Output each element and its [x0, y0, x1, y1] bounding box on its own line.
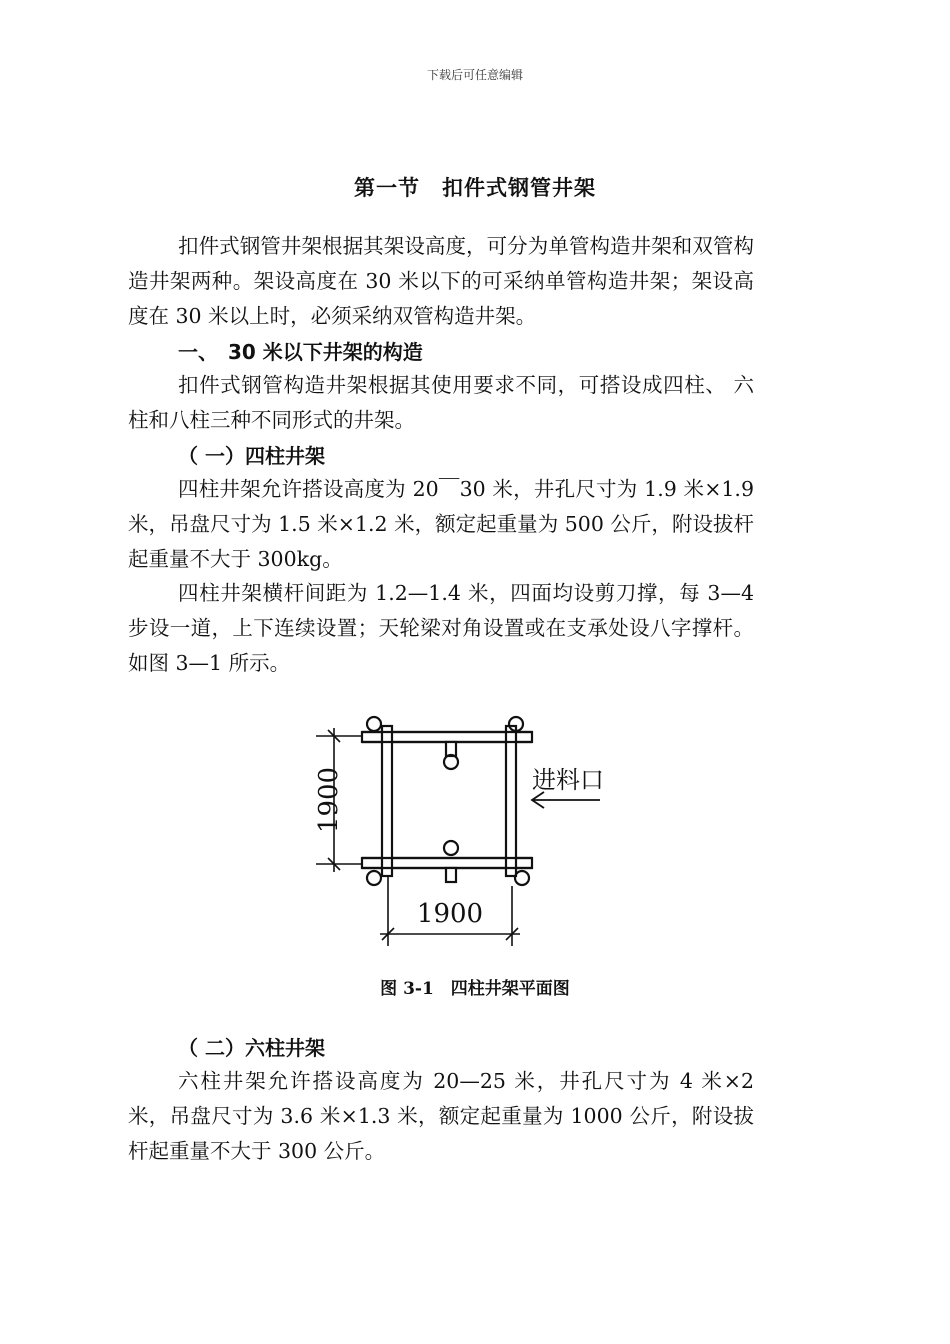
section1-heading: 一、 30 米以下井架的构造	[178, 340, 423, 364]
sub1-paragraph-1: 四柱井架允许搭设高度为 20￣30 米，井孔尺寸为 1.9 米×1.9 米，吊盘尺寸为 1.5 米×1.2 米，额定起重量为 500 公斤，附设拔杆起重量不大于 300kg。	[128, 477, 754, 571]
sub1-heading: （ 一）四柱井架	[178, 444, 325, 468]
derrick-plan-drawing	[300, 696, 620, 962]
left-post	[382, 726, 392, 876]
corner-circle	[515, 871, 529, 885]
inlet-label: 进料口	[532, 766, 604, 794]
intro-paragraph: 扣件式钢管井架根据其架设高度，可分为单管构造井架和双管构造井架两种。架设高度在 30 米以下的可采纳单管构造井架；架设高度在 30 米以上时，必须采纳双管构造井架。	[128, 234, 754, 328]
horizontal-dimension-label: 1900	[416, 899, 484, 929]
section1-paragraph: 扣件式钢管构造井架根据其使用要求不同，可搭设成四柱、 六柱和八柱三种不同形式的井架。	[128, 373, 754, 432]
corner-circle	[367, 871, 381, 885]
right-post	[506, 726, 516, 876]
center-circle	[444, 841, 458, 855]
figure-caption: 图 3-1 四柱井架平面图	[380, 979, 570, 999]
four-column-derrick-plan-figure	[300, 696, 620, 962]
sub2-paragraph: 六柱井架允许搭设高度为 20—25 米，井孔尺寸为 4 米×2 米，吊盘尺寸为 3.6 米×1.3 米，额定起重量为 1000 公斤，附设拔杆起重量不大于 300 公斤。	[128, 1069, 754, 1163]
corner-circle	[367, 717, 381, 731]
section-title: 第一节 扣件式钢管井架	[354, 176, 596, 200]
page-header: 下载后可任意编辑	[426, 68, 523, 82]
sub2-heading: （ 二）六柱井架	[178, 1036, 325, 1060]
vertical-dimension-label: 1900	[314, 766, 344, 834]
sub1-paragraph-2: 四柱井架横杆间距为 1.2—1.4 米，四面均设剪刀撑，每 3—4 步设一道，上下连续设置；天轮梁对角设置或在支承处设八字撑杆。如图 3—1 所示。	[128, 581, 754, 675]
